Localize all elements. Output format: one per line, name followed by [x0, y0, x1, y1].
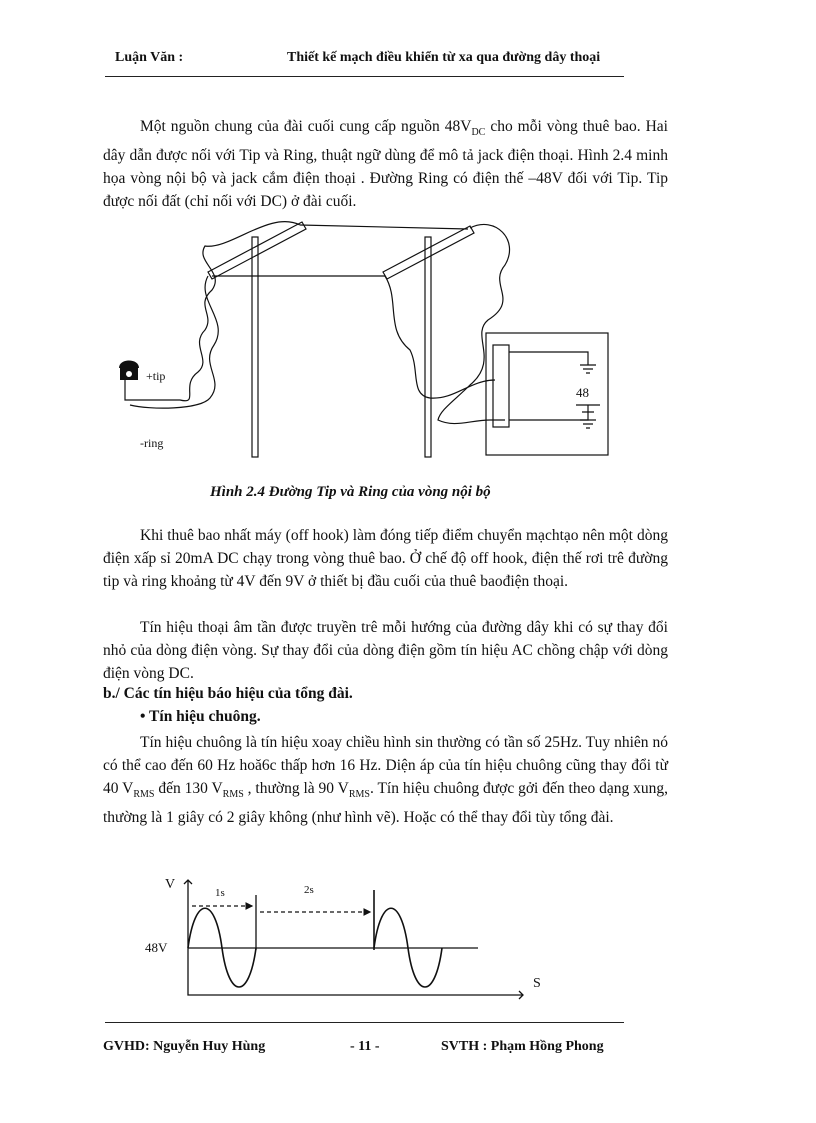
telephone-icon: [119, 361, 139, 381]
paragraph-2: Khi thuê bao nhất máy (off hook) làm đóng tiếp điểm chuyển mạchtạo nên một dòng điện xấp sỉ 20mA DC chạy trong vòng thuê bao. Ở chế độ off hook, điện thế rơi trê đường tip và ring khoảng từ 4V đến 9V ở thiết bị đầu cuối của thuê baođiện thoại.: [103, 527, 668, 590]
axes: [188, 880, 523, 995]
pole-right: [425, 237, 431, 457]
level-label: 48V: [145, 940, 168, 955]
wire-top: [300, 225, 468, 229]
page-number: - 11 -: [350, 1039, 380, 1054]
section-heading: b./ Các tín hiệu báo hiệu của tổng đài.: [103, 685, 353, 702]
header-left: Luận Văn :: [115, 50, 184, 65]
x-axis-label: S: [533, 976, 541, 991]
tip-ring-loop-figure: [105, 215, 665, 465]
subsection-title: • Tín hiệu chuông.: [140, 708, 261, 725]
voltage-label: 48: [576, 385, 589, 400]
ground-symbol-top: [580, 365, 596, 373]
paragraph-1: Một nguồn chung của đài cuối cung cấp nguồn $48V_{DC}$ cho mỗi vòng thuê bao. Hai dây dẫn được nối với Tip và Ring, thuật ngữ dùng để mô tả jack điện thoại. Hình 2.4 minh họa vòng nội bộ và jack cắm điện thoại . Đường Ring có điện thế –48V đối với Tip. Tip được nối đất (chỉ nối với DC) ở đài cuối.: [103, 118, 668, 211]
ring-label: -ring: [140, 436, 164, 450]
wire-left-wavy-2: [130, 276, 218, 408]
bullet: •: [140, 708, 146, 725]
central-office-box: [486, 333, 608, 455]
y-axis-label: V: [165, 877, 176, 892]
paragraph-4: Tín hiệu chuông là tín hiệu xoay chiều hình sin thường có tần số 25Hz. Tuy nhiên nó có thể cao đến 60 Hz hoă6c thấp hơn 16 Hz. Diện áp của tín hiệu chuông cũng thay đổi từ 40 $V_{RMS}$ đến 130 $V_{RMS}$ , thường là 90 $V_{RMS}$. Tín hiệu chuông được gởi đến theo dạng xung, thường là 1 giây có 2 giây không (như hình vẽ). Hoặc có thể thay đổi tùy tổng đài.: [103, 734, 668, 827]
paragraph-3: Tín hiệu thoại âm tần được truyền trê mỗi hướng của đường dây khi có sự thay đổi nhỏ của dòng điện vòng. Sự thay đổi của dòng điện gồm tín hiệu AC chồng chập với dòng điện vòng DC.: [103, 619, 668, 682]
wire-right-wavy-2: [385, 276, 495, 398]
wire-right-wavy: [438, 224, 510, 423]
figure-caption: Hình 2.4 Đường Tip và Ring của vòng nội bộ: [210, 484, 491, 500]
ground-symbol-bottom: [580, 420, 596, 428]
jack-block: [493, 345, 509, 427]
pole-left: [252, 237, 258, 457]
footer-advisor: GVHD: Nguyễn Huy Hùng: [103, 1039, 266, 1054]
tip-label: +tip: [146, 369, 166, 383]
crossarm-left: [208, 222, 306, 279]
footer-student: SVTH : Phạm Hồng Phong: [441, 1039, 604, 1054]
header-rule: [105, 76, 624, 77]
footer-rule: [105, 1022, 624, 1023]
ringing-signal-figure: [140, 868, 560, 1008]
interval-off-label: 2s: [304, 884, 314, 896]
crossarm-right: [383, 226, 474, 279]
interval-on-label: 1s: [215, 887, 225, 899]
header-title: Thiết kế mạch điều khiển từ xa qua đường dây thoại: [287, 50, 601, 65]
